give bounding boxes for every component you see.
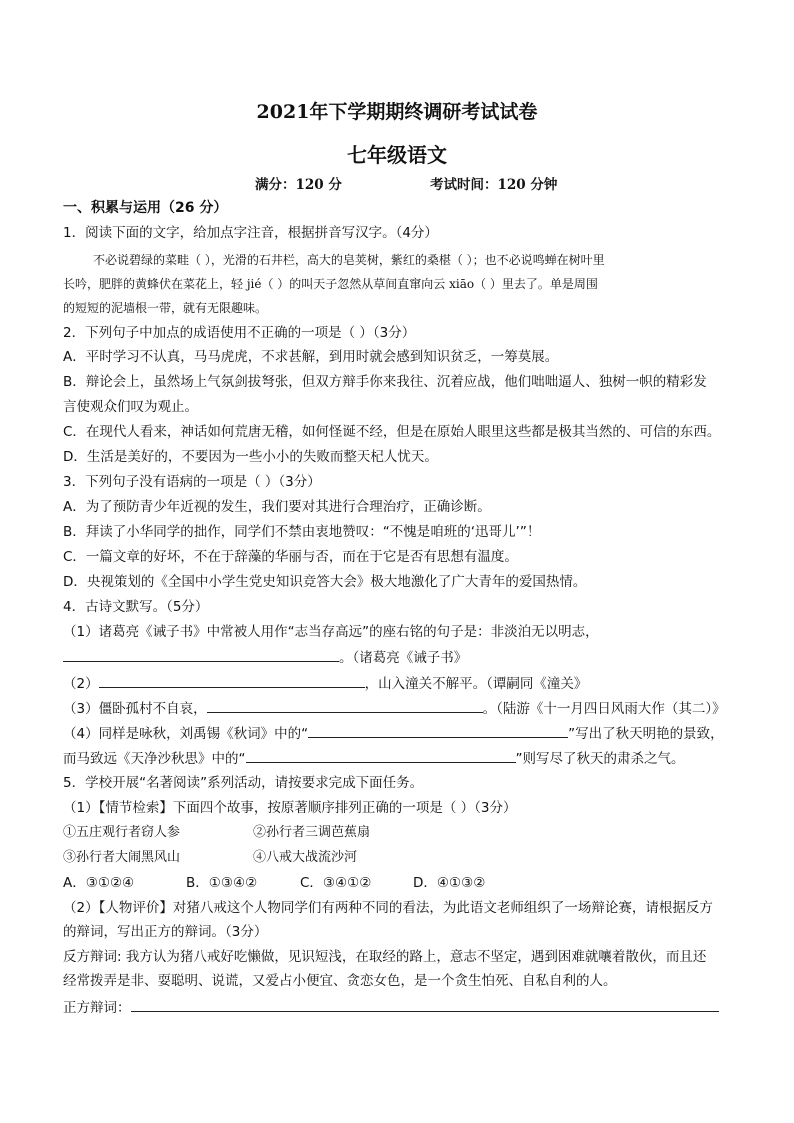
- answer-blank[interactable]: [207, 698, 483, 713]
- q5-part-2-line-1: （2）【人物评价】对猪八戒这个人物同学们有两种不同的看法，为此语文老师组织了一场辩论赛，请根据反方: [63, 900, 713, 916]
- q5-choice-a: A．③①②④: [63, 875, 135, 891]
- positive-argument-blank[interactable]: [131, 997, 719, 1012]
- q3-option-b: B．拜读了小华同学的拙作，同学们不禁由衷地赞叹：“不愧是咱班的‘迅哥儿’”！: [63, 524, 541, 540]
- exam-title: 2021年下学期期终调研考试试卷: [256, 101, 538, 123]
- q5-part-1-prompt: （1）【情节检索】下面四个故事，按原著顺序排列正确的一项是（ ）（3分）: [63, 800, 517, 816]
- q5-story-3: ③孙行者大闹黑风山: [63, 850, 181, 865]
- q4-line-6-prefix: 而马致远《天净沙秋思》中的“: [63, 751, 246, 767]
- positive-argument-row: [63, 997, 719, 1018]
- exam-time: 考试时间：120 分钟: [430, 177, 558, 193]
- q5-choice-c: C．③④①②: [300, 875, 372, 891]
- q4-line-5-prefix: （4）同样是咏秋，刘禹锡《秋词》中的“: [63, 726, 309, 742]
- full-score: 满分：120 分: [255, 177, 342, 193]
- exam-subtitle: 七年级语文: [347, 143, 447, 167]
- q2-option-b-line-1: B．辩论会上，虽然场上气氛剑拔弩张，但双方辩手你来我往、沉着应战，他们咄咄逼人、独树一帜的精彩发: [63, 374, 707, 390]
- q3-option-c: C．一篇文章的好坏，不在于辞藻的华丽与否，而在于它是否有思想有温度。: [63, 549, 518, 565]
- q4-line-2: [63, 647, 467, 668]
- q2-option-b-line-2: 言使观众们叹为观止。: [63, 399, 198, 415]
- q5-part-2-line-2: 的辩词，写出正方的辩词。（3分）: [63, 924, 268, 940]
- answer-blank[interactable]: [308, 723, 568, 738]
- q4-line-6-suffix: ”则写尽了秋天的肃杀之气。: [515, 751, 685, 767]
- q4-prompt: 4．古诗文默写。（5分）: [63, 599, 209, 615]
- negative-argument-line-1: 反方辩词: 我方认为猪八戒好吃懒做，见识短浅，在取经的路上，意志不坚定，遇到困难就嚷着散伙，而且还: [63, 949, 707, 965]
- q1-prompt: 1．阅读下面的文字，给加点字注音，根据拼音写汉字。（4分）: [63, 225, 438, 241]
- q5-choice-d: D．④①③②: [413, 875, 486, 891]
- q3-option-d: D．央视策划的《全国中小学生党史知识竞答大会》极大地激化了广大青年的爱国热情。: [63, 574, 587, 590]
- q5-story-2: ②孙行者三调芭蕉扇: [253, 825, 371, 840]
- q1-passage-line-3: 的短短的泥墙根一带，就有无限趣味。: [63, 301, 268, 315]
- q4-line-5: [63, 723, 724, 744]
- q4-line-3: [63, 673, 587, 694]
- answer-blank[interactable]: [63, 647, 339, 662]
- answer-blank[interactable]: [99, 673, 365, 688]
- negative-argument-line-2: 经常拨弄是非、耍聪明、说谎，又爱占小便宜、贪恋女色，是一个贪生怕死、自私自利的人。: [63, 973, 617, 989]
- q4-line-3-suffix: ，山入潼关不解平。（谭嗣同《潼关》: [364, 676, 588, 692]
- q1-passage-line-1: 不必说碧绿的菜畦（ ），光滑的石井栏，高大的皂荚树，紫红的桑椹（ ）；也不必说鸣蝉在树叶里: [93, 253, 605, 267]
- q4-line-6: [63, 748, 685, 769]
- section-heading: 一、积累与运用（26 分）: [63, 200, 228, 216]
- q5-story-4: ④八戒大战流沙河: [253, 850, 358, 865]
- answer-blank[interactable]: [246, 748, 516, 763]
- q4-line-4: [63, 698, 726, 719]
- q5-prompt: 5．学校开展“名著阅读”系列活动，请按要求完成下面任务。: [63, 775, 424, 791]
- q3-prompt: 3．下列句子没有语病的一项是（ ）（3分）: [63, 474, 321, 490]
- q2-prompt: 2．下列句子中加点的成语使用不正确的一项是（ ）（3分）: [63, 325, 416, 341]
- q4-line-5-suffix: ”写出了秋天明艳的景致，: [568, 726, 724, 742]
- q3-option-a: A．为了预防青少年近视的发生，我们要对其进行合理治疗，正确诊断。: [63, 499, 491, 515]
- positive-argument-label: 正方辩词：: [63, 1000, 131, 1016]
- q2-option-a: A．平时学习不认真，马马虎虎，不求甚解，到用时就会感到知识贫乏，一筹莫展。: [63, 349, 559, 365]
- q5-choice-b: B．①③④②: [186, 875, 258, 891]
- q1-passage-line-2: 长吟，肥胖的黄蜂伏在菜花上，轻 jié（ ）的叫天子忽然从草间直窜向云 xiāo（ ）里去了。单是周围: [63, 277, 598, 291]
- q4-line-3-prefix: （2）: [63, 676, 99, 692]
- q2-option-c: C．在现代人看来，神话如何荒唐无稽，如何怪诞不经，但是在原始人眼里这些都是极其当然的、可信的东西。: [63, 424, 721, 440]
- q4-line-4-prefix: （3）僵卧孤村不自哀，: [63, 701, 207, 717]
- q2-option-d: D．生活是美好的，不要因为一些小小的失败而整天杞人忧天。: [63, 449, 438, 465]
- q4-line-4-suffix: 。（陆游《十一月四日风雨大作（其二）》: [482, 701, 726, 717]
- q5-story-1: ①五庄观行者窃人参: [63, 825, 181, 840]
- q4-line-1: （1）诸葛亮《诫子书》中常被人用作“志当存高远”的座右铭的句子是：非淡泊无以明志，: [63, 624, 599, 640]
- q4-line-2-suffix: 。（诸葛亮《诫子书》: [339, 650, 468, 666]
